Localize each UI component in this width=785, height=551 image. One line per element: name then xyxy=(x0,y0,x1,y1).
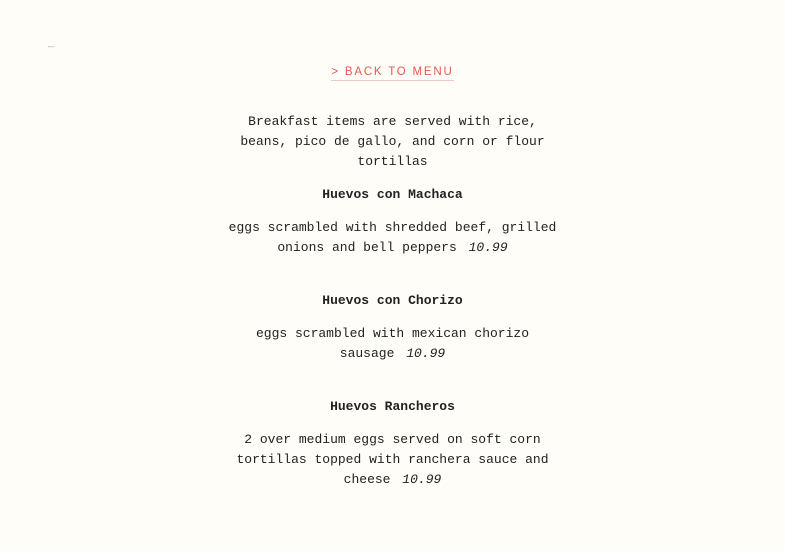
menu-item xyxy=(228,185,558,258)
menu-item-description-text: 2 over medium eggs served on soft corn tortillas topped with ranchera sauce and cheese xyxy=(236,432,549,487)
menu-item-description xyxy=(228,430,558,490)
back-to-menu-link[interactable]: > BACK TO MENU xyxy=(331,66,453,81)
menu-item xyxy=(228,291,558,364)
menu-item-description-text: eggs scrambled with shredded beef, grilled onions and bell peppers xyxy=(228,220,557,255)
menu-item-description-text: eggs scrambled with mexican chorizo sausage xyxy=(255,326,530,361)
menu-item-price: 10.99 xyxy=(468,240,508,255)
menu-section xyxy=(228,112,558,523)
menu-item-name: Huevos con Machaca xyxy=(322,187,463,202)
back-nav xyxy=(0,62,785,81)
menu-item-price: 10.99 xyxy=(406,346,446,361)
menu-item-name: Huevos con Chorizo xyxy=(322,293,463,308)
menu-intro: Breakfast items are served with rice, beans, pico de gallo, and corn or flour tortillas xyxy=(240,114,545,169)
menu-item-description xyxy=(228,218,558,258)
menu-item-price: 10.99 xyxy=(402,472,442,487)
menu-item-name: Huevos Rancheros xyxy=(330,399,455,414)
menu-item-description xyxy=(228,324,558,364)
menu-item xyxy=(228,397,558,490)
corner-mark: _ xyxy=(48,36,55,48)
